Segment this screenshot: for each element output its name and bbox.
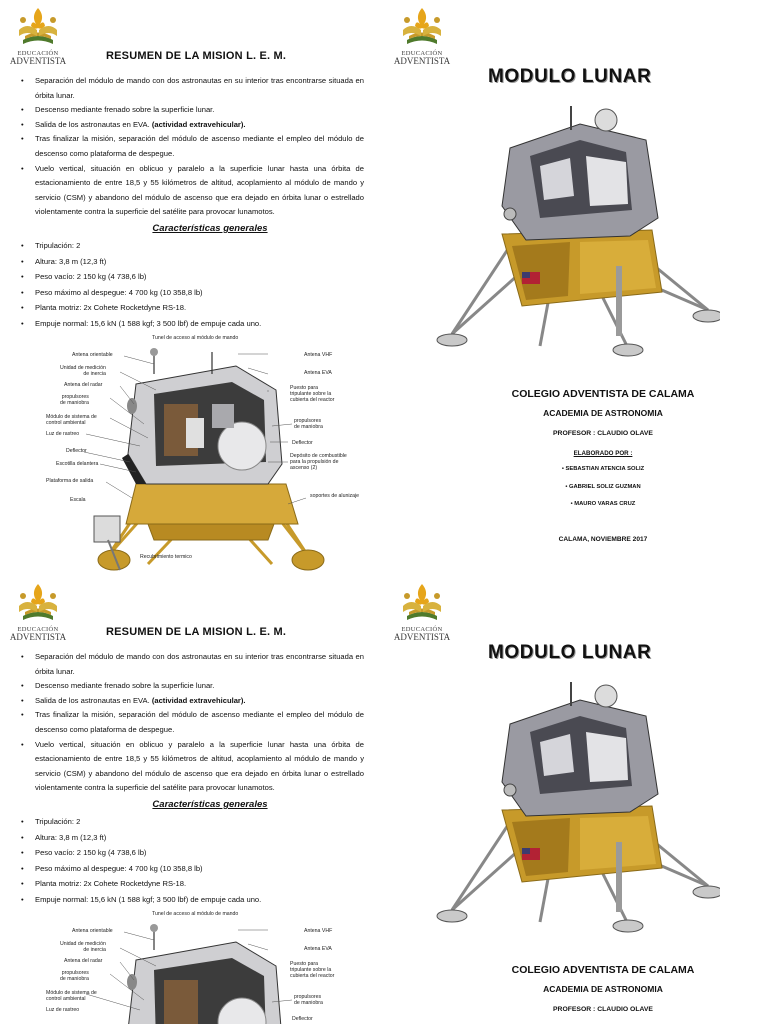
adventist-logo-icon xyxy=(15,582,61,626)
label-deflector-der: Deflector xyxy=(292,440,313,446)
label-propulsores-der: propulsores de maniobra xyxy=(294,994,323,1006)
spec-item: • Peso vacío: 2 150 kg (4 738,6 lb) xyxy=(20,845,261,861)
summary-title: RESUMEN DE LA MISION L. E. M. xyxy=(106,50,287,62)
label-tunel: Tunel de acceso al módulo de mando xyxy=(152,911,239,917)
cutaway-diagram xyxy=(36,334,370,576)
logo-text-line2: ADVENTISTA xyxy=(9,632,67,642)
label-antena-eva: Antena EVA xyxy=(304,946,332,952)
member-item: • SEBASTIAN ATENCIA SOLIZ xyxy=(561,466,645,472)
label-recubrimiento: Recubrimiento termico xyxy=(140,554,192,560)
spec-item: • Empuje normal: 15,6 kN (1 588 kgf; 3 500 lbf) de empuje cada uno. xyxy=(20,316,261,332)
list-item xyxy=(20,694,364,709)
spec-list xyxy=(20,814,261,907)
label-antena-vhf: Antena VHF xyxy=(304,352,333,358)
label-deflector-izq: Deflector xyxy=(66,448,87,454)
module-title: MODULO LUNAR xyxy=(488,66,652,87)
made-by-label: ELABORADO POR : xyxy=(573,450,633,457)
academy-name: ACADEMIA DE ASTRONOMIA xyxy=(543,984,663,994)
list-item: • Tras finalizar la misión, separación del módulo de ascenso mediante el empleo del módulo de descenso como plataforma de despegue. xyxy=(20,708,364,737)
spec-item: • Tripulación: 2 xyxy=(20,814,261,830)
spec-item: • Altura: 3,8 m (12,3 ft) xyxy=(20,254,261,270)
mission-bullets xyxy=(20,74,364,220)
logo-left xyxy=(8,582,68,642)
section-subtitle: Características generales xyxy=(152,223,268,234)
logo-text-line2: ADVENTISTA xyxy=(393,56,451,66)
eva-note: (actividad extravehicular). xyxy=(151,695,246,705)
school-name: COLEGIO ADVENTISTA DE CALAMA xyxy=(511,964,695,976)
member-name: SEBASTIAN ATENCIA SOLIZ xyxy=(565,466,645,472)
lander-photo xyxy=(430,672,720,934)
label-antena-radar: Antena del radar xyxy=(64,958,103,964)
list-item: • Tras finalizar la misión, separación del módulo de ascenso mediante el empleo del módulo de descenso como plataforma de despegue. xyxy=(20,132,364,161)
list-item: • Descenso mediante frenado sobre la superficie lunar. xyxy=(20,103,364,118)
eva-text: Salida de los astronautas en EVA. xyxy=(35,119,150,129)
lunar-module-photo-illustration xyxy=(430,672,720,934)
adventist-logo-icon xyxy=(399,6,445,50)
label-escotilla: Escotilla delantera xyxy=(56,461,99,467)
label-soportes: soportes de alunizaje xyxy=(310,493,360,499)
label-deflector-der: Deflector xyxy=(292,1016,313,1022)
section-subtitle: Características generales xyxy=(152,799,268,810)
label-puesto: Puesto para tripulante sobre la cubierta del reactor xyxy=(290,961,335,979)
spec-item: • Planta motriz: 2x Cohete Rocketdyne RS-18. xyxy=(20,300,261,316)
label-tunel: Tunel de acceso al módulo de mando xyxy=(152,335,239,341)
logo-left xyxy=(8,6,68,66)
list-item: • Vuelo vertical, situación en oblicuo y paralelo a la superficie lunar hasta una órbita de estacionamiento de entre 18,5 y 55 kilómetros de altitud, acoplamiento al módulo de mando y servicio (CSM) y abandono del módulo de ascenso que era dejado en órbita lunar o estrellado violentamente contra la superficie del satélite para provocar lunamotos. xyxy=(20,738,364,796)
list-item: • Separación del módulo de mando con dos astronautas en su interior tras encontrarse situada en órbita lunar. xyxy=(20,650,364,679)
logo-right xyxy=(392,6,452,66)
lander-photo xyxy=(430,96,720,358)
cutaway-diagram xyxy=(36,910,370,1024)
label-escala: Escala xyxy=(70,497,86,503)
date-line: CALAMA, NOVIEMBRE 2017 xyxy=(558,536,648,543)
list-item: • Vuelo vertical, situación en oblicuo y paralelo a la superficie lunar hasta una órbita de estacionamiento de entre 18,5 y 55 kilómetros de altitud, acoplamiento al módulo de mando y servicio (CSM) y abandono del módulo de ascenso que era dejado en órbita lunar o estrellado violentamente contra la superficie del satélite para provocar lunamotos. xyxy=(20,162,364,220)
label-plataforma: Plataforma de salida xyxy=(46,478,94,484)
logo-right xyxy=(392,582,452,642)
label-unidad-medicion: Unidad de medición de inercia xyxy=(60,365,106,377)
member-name: GABRIEL SOLIZ GUZMAN xyxy=(568,484,641,490)
label-unidad-medicion: Unidad de medición de inercia xyxy=(60,941,106,953)
eva-note: (actividad extravehicular). xyxy=(151,119,246,129)
spec-item: • Planta motriz: 2x Cohete Rocketdyne RS-18. xyxy=(20,876,261,892)
member-item: • MAURO VARAS CRUZ xyxy=(570,501,636,507)
logo-text-line1: EDUCACIÓN xyxy=(401,50,443,57)
label-antena-vhf: Antena VHF xyxy=(304,928,333,934)
spec-item: • Altura: 3,8 m (12,3 ft) xyxy=(20,830,261,846)
professor-name: PROFESOR : CLAUDIO OLAVE xyxy=(553,430,653,437)
label-antena-orientable: Antena orientable xyxy=(72,352,113,358)
spec-item: • Tripulación: 2 xyxy=(20,238,261,254)
list-item xyxy=(20,118,364,133)
summary-title: RESUMEN DE LA MISION L. E. M. xyxy=(106,626,287,638)
label-propulsores-izq: propulsores de maniobra xyxy=(60,970,89,982)
label-luz: Luz de rastreo xyxy=(46,1007,80,1013)
module-title: MODULO LUNAR xyxy=(488,642,652,663)
school-name: COLEGIO ADVENTISTA DE CALAMA xyxy=(511,388,695,400)
label-puesto: Puesto para tripulante sobre la cubierta del reactor xyxy=(290,385,335,403)
page-copy-bottom xyxy=(0,576,768,1024)
logo-text-line2: ADVENTISTA xyxy=(9,56,67,66)
label-modulo-sistema: Módulo de sistema de control ambiental xyxy=(46,414,97,426)
spec-list xyxy=(20,238,261,331)
label-deposito: Depósito de combustible para la propulsión de ascenso (2) xyxy=(290,453,347,471)
label-modulo-sistema: Módulo de sistema de control ambiental xyxy=(46,990,97,1002)
logo-text-line1: EDUCACIÓN xyxy=(401,626,443,633)
list-item: • Separación del módulo de mando con dos astronautas en su interior tras encontrarse situada en órbita lunar. xyxy=(20,74,364,103)
adventist-logo-icon xyxy=(15,6,61,50)
mission-bullets xyxy=(20,650,364,796)
label-propulsores-der: propulsores de maniobra xyxy=(294,418,323,430)
member-name: MAURO VARAS CRUZ xyxy=(574,501,636,507)
lunar-module-photo-illustration xyxy=(430,96,720,358)
label-luz: Luz de rastreo xyxy=(46,431,80,437)
label-antena-eva: Antena EVA xyxy=(304,370,332,376)
eva-text: Salida de los astronautas en EVA. xyxy=(35,695,150,705)
spec-item: • Peso vacío: 2 150 kg (4 738,6 lb) xyxy=(20,269,261,285)
logo-text-line1: EDUCACIÓN xyxy=(17,50,59,57)
logo-text-line2: ADVENTISTA xyxy=(393,632,451,642)
label-propulsores-izq: propulsores de maniobra xyxy=(60,394,89,406)
adventist-logo-icon xyxy=(399,582,445,626)
list-item: • Descenso mediante frenado sobre la superficie lunar. xyxy=(20,679,364,694)
professor-name: PROFESOR : CLAUDIO OLAVE xyxy=(553,1006,653,1013)
spec-item: • Empuje normal: 15,6 kN (1 588 kgf; 3 500 lbf) de empuje cada uno. xyxy=(20,892,261,908)
label-antena-orientable: Antena orientable xyxy=(72,928,113,934)
spec-item: • Peso máximo al despegue: 4 700 kg (10 358,8 lb) xyxy=(20,861,261,877)
spec-item: • Peso máximo al despegue: 4 700 kg (10 358,8 lb) xyxy=(20,285,261,301)
academy-name: ACADEMIA DE ASTRONOMIA xyxy=(543,408,663,418)
logo-text-line1: EDUCACIÓN xyxy=(17,626,59,633)
member-item: • GABRIEL SOLIZ GUZMAN xyxy=(565,484,641,490)
label-antena-radar: Antena del radar xyxy=(64,382,103,388)
